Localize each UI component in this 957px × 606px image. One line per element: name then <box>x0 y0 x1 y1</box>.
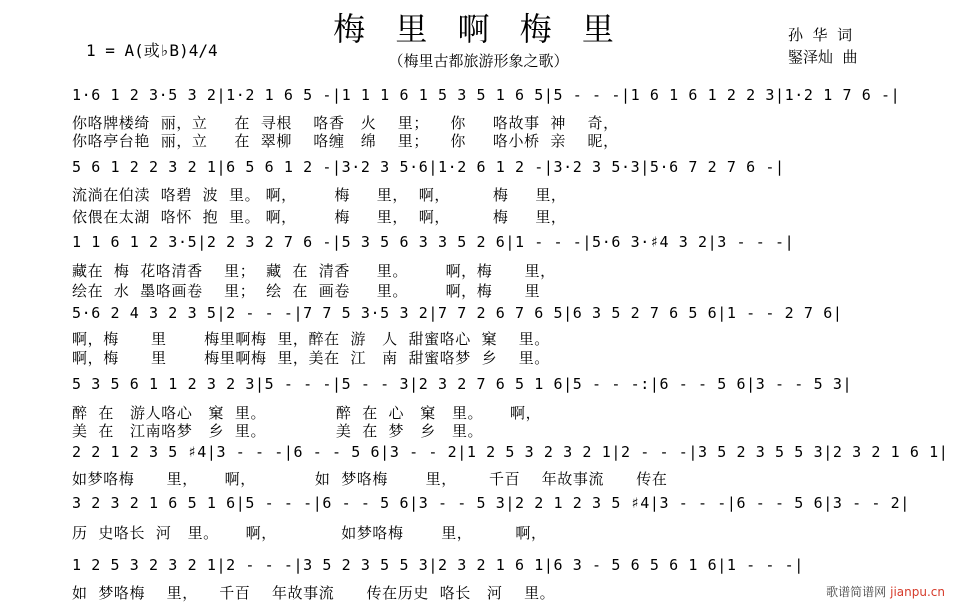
notes-line: 3 2 3 2 1 6 5 1 6|5 - - -|6 - - 5 6|3 - - 5 3|2 2 1 2 3 5 ♯4|3 - - -|6 - - 5 6|3 - - 2| <box>72 494 910 512</box>
lyric-line: 啊，梅 里 梅里啊梅 里，醉在 游 人 甜蜜咯心 窠 里。 <box>72 330 550 348</box>
notes-line: 2 2 1 2 3 5 ♯4|3 - - -|6 - - 5 6|3 - - 2|1 2 5 3 2 3 2 1|2 - - -|3 5 2 3 5 5 3|2 3 2 1 6 1| <box>72 443 949 461</box>
notes-line: 1 2 5 3 2 3 2 1|2 - - -|3 5 2 3 5 5 3|2 3 2 1 6 1|6 3 - 5 6 5 6 1 6|1 - - -| <box>72 556 804 574</box>
lyric-line: 流淌在伯渎 咯碧 波 里。 啊， 梅 里， 啊， 梅 里， <box>72 186 567 204</box>
lyric-line: 醉 在 游人咯心 窠 里。 醉 在 心 窠 里。 啊， <box>72 404 542 422</box>
song-subtitle: （梅里古都旅游形象之歌） <box>388 52 569 70</box>
song-title: 梅 里 啊 梅 里 <box>333 10 624 48</box>
composer-credit: 鋻泽灿 曲 <box>788 48 858 66</box>
lyric-line: 绘在 水 墨咯画卷 里； 绘 在 画卷 里。 啊，梅 里 <box>72 282 541 300</box>
lyric-line: 你咯牌楼绮 丽，立 在 寻根 咯香 火 里； 你 咯故事 神 奇， <box>72 114 619 132</box>
lyric-line: 如梦咯梅 里， 啊， 如 梦咯梅 里， 千百 年故事流 传在 <box>72 470 668 488</box>
lyric-line: 藏在 梅 花咯清香 里； 藏 在 清香 里。 啊，梅 里， <box>72 262 556 280</box>
key-signature: 1 = A(或♭B)4/4 <box>86 41 218 60</box>
notes-line: 5 6 1 2 2 3 2 1|6 5 6 1 2 -|3·2 3 5·6|1·2 6 1 2 -|3·2 3 5·3|5·6 7 2 7 6 -| <box>72 158 785 176</box>
site-watermark <box>826 583 945 600</box>
watermark-site: 歌谱简谱网 <box>826 585 887 599</box>
lyric-line: 啊，梅 里 梅里啊梅 里，美在 江 南 甜蜜咯梦 乡 里。 <box>72 349 550 367</box>
notes-line: 1·6 1 2 3·5 3 2|1·2 1 6 5 -|1 1 1 6 1 5 3 5 1 6 5|5 - - -|1 6 1 6 1 2 2 3|1·2 1 7 6 -| <box>72 86 901 104</box>
watermark-domain: jianpu.cn <box>890 585 945 599</box>
notes-line: 5·6 2 4 3 2 3 5|2 - - -|7 7 5 3·5 3 2|7 7 2 6 7 6 5|6 3 5 2 7 6 5 6|1 - - 2 7 6| <box>72 304 843 322</box>
lyric-line: 你咯亭台艳 丽，立 在 翠柳 咯缠 绵 里； 你 咯小桥 亲 昵， <box>72 132 619 150</box>
notes-line: 1 1 6 1 2 3·5|2 2 3 2 7 6 -|5 3 5 6 3 3 5 2 6|1 - - -|5·6 3·♯4 3 2|3 - - -| <box>72 233 795 251</box>
lyric-line: 依偎在太湖 咯怀 抱 里。 啊， 梅 里， 啊， 梅 里， <box>72 208 567 226</box>
lyric-line: 历 史咯长 河 里。 啊， 如梦咯梅 里， 啊， <box>72 524 547 542</box>
notes-line: 5 3 5 6 1 1 2 3 2 3|5 - - -|5 - - 3|2 3 2 7 6 5 1 6|5 - - -:|6 - - 5 6|3 - - 5 3| <box>72 375 853 393</box>
lyric-line: 如 梦咯梅 里， 千百 年故事流 传在历史 咯长 河 里。 <box>72 584 556 602</box>
lyric-line: 美 在 江南咯梦 乡 里。 美 在 梦 乡 里。 <box>72 422 484 440</box>
lyricist-credit: 孙 华 词 <box>788 26 853 44</box>
